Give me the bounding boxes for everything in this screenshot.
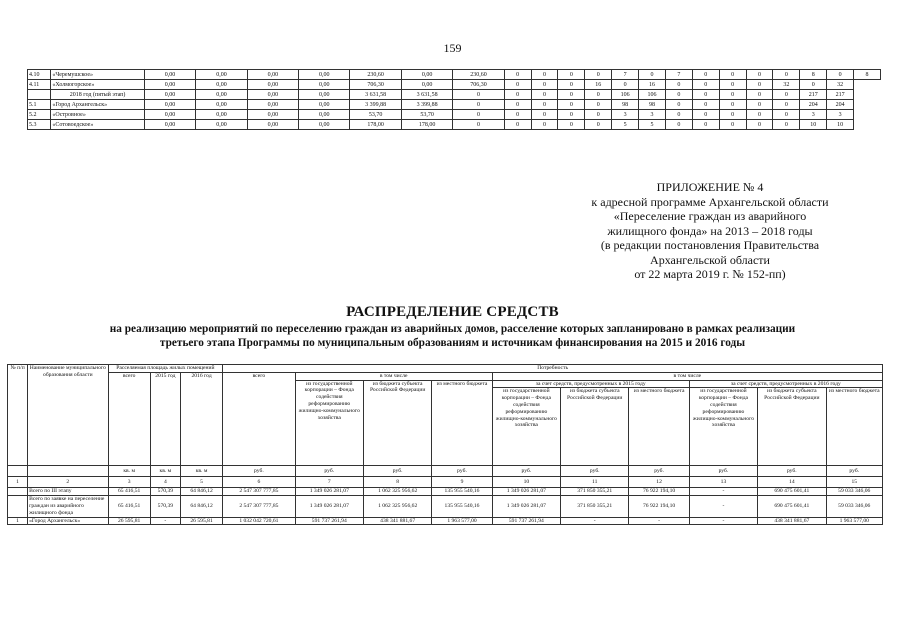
- table-cell: 690 475 601,41: [758, 496, 826, 517]
- table-cell: 0,00: [247, 120, 298, 130]
- table-cell: 0: [453, 90, 504, 100]
- table-cell: 1 349 026 281,07: [295, 488, 363, 496]
- table-cell: 64 846,12: [180, 488, 222, 496]
- table-cell: 16: [639, 80, 666, 90]
- table-cell: 0,00: [144, 80, 195, 90]
- table-cell: 0: [692, 120, 719, 130]
- table-cell: -: [689, 496, 757, 517]
- table-cell: -: [629, 517, 689, 525]
- table-cell: 106: [639, 90, 666, 100]
- unit-cell: руб.: [432, 466, 492, 477]
- column-number: 11: [561, 477, 629, 488]
- table-cell: 2 547 307 777,85: [223, 496, 295, 517]
- table-cell: 0: [585, 120, 612, 130]
- table-cell: 10: [827, 120, 854, 130]
- appendix-line: «Переселение граждан из аварийного: [613, 209, 807, 223]
- table-cell: 0,00: [144, 90, 195, 100]
- unit-cell: руб.: [363, 466, 431, 477]
- table-row: [28, 90, 881, 100]
- table-cell: 7: [665, 70, 692, 80]
- table-cell: 0: [746, 90, 773, 100]
- unit-cell: руб.: [689, 466, 757, 477]
- table-cell: 3: [827, 110, 854, 120]
- table-cell: -: [689, 517, 757, 525]
- table-cell: 53,70: [350, 110, 401, 120]
- table-cell: 0: [719, 100, 746, 110]
- table-cell: 0: [585, 70, 612, 80]
- row-name: Всего по заявке на переселение граждан из аварийного жилищного фонда: [28, 496, 108, 517]
- table-cell: 0: [558, 120, 585, 130]
- header-area-2016: 2016 год: [180, 372, 222, 466]
- table-cell: 0: [531, 120, 558, 130]
- table-cell: 0: [585, 90, 612, 100]
- table-cell: 0: [692, 110, 719, 120]
- unit-cell: руб.: [223, 466, 295, 477]
- table-cell: -: [689, 488, 757, 496]
- table-cell: 0,00: [401, 80, 452, 90]
- table-cell: 135 955 540,16: [432, 496, 492, 517]
- table-cell: 3: [639, 110, 666, 120]
- table-cell: 0: [719, 70, 746, 80]
- page-number: 159: [443, 41, 462, 55]
- table-cell: 0,00: [247, 110, 298, 120]
- table-cell: 3 399,88: [350, 100, 401, 110]
- table-cell: 0,00: [299, 100, 350, 110]
- table-cell: 0: [531, 80, 558, 90]
- column-number: 10: [492, 477, 560, 488]
- row-name: «Островное»: [51, 110, 144, 120]
- table-cell: 0: [719, 110, 746, 120]
- table-cell: 0: [504, 110, 531, 120]
- table-cell: 59 033 346,06: [826, 496, 883, 517]
- table-cell: 26 595,81: [108, 517, 150, 525]
- table-cell: 0: [719, 120, 746, 130]
- row-name: «Черемушское»: [51, 70, 144, 80]
- table-cell: 0,00: [144, 110, 195, 120]
- table-cell: 570,39: [150, 488, 180, 496]
- row-number: 4.10: [28, 70, 51, 80]
- column-number: 5: [180, 477, 222, 488]
- unit-cell: руб.: [295, 466, 363, 477]
- appendix-line: от 22 марта 2019 г. № 152-пп): [634, 267, 786, 281]
- table-cell: 0: [692, 80, 719, 90]
- table-cell: 438 341 881,67: [758, 517, 826, 525]
- table-cell: 0: [800, 80, 827, 90]
- appendix-line: жилищного фонда» на 2013 – 2018 годы: [607, 223, 813, 238]
- table-row: [28, 80, 881, 90]
- continuation-table: [27, 69, 881, 130]
- table-cell: 0: [558, 80, 585, 90]
- table-cell: 0: [773, 110, 800, 120]
- header-local-2016: из местного бюджета: [826, 388, 883, 466]
- table-cell: 0: [746, 100, 773, 110]
- table-cell: 0: [773, 70, 800, 80]
- header-area-2015: 2015 год: [150, 372, 180, 466]
- table-cell: 0: [504, 100, 531, 110]
- row-name: 2018 год (пятый этап): [51, 90, 144, 100]
- table-cell: 178,00: [401, 120, 452, 130]
- subtitle-line: третьего этапа Программы по муниципальным образованиям и источникам финансирования на 2015 и 2016 годы: [159, 337, 746, 349]
- table-cell: 0,00: [196, 90, 247, 100]
- table-cell: 0: [665, 80, 692, 90]
- table-cell: 0,00: [247, 80, 298, 90]
- header-fund-2015: из государственной корпорации – Фонда содействия реформированию жилищно-коммунального хозяйства: [492, 388, 560, 466]
- appendix-line: Архангельской области: [650, 252, 770, 267]
- table-cell: 706,30: [453, 80, 504, 90]
- table-cell: 0,00: [196, 80, 247, 90]
- appendix-line: ПРИЛОЖЕНИЕ № 4: [656, 180, 764, 194]
- table-row: [8, 517, 883, 525]
- table-cell: 0: [558, 70, 585, 80]
- column-number: 3: [108, 477, 150, 488]
- subtitle-line: на реализацию мероприятий по переселению граждан из аварийных домов, расселение которых запланировано в рамках реализации: [109, 323, 796, 335]
- table-cell: 591 737 261,94: [295, 517, 363, 525]
- table-cell: 3: [612, 110, 639, 120]
- table-cell: 371 850 355,21: [561, 488, 629, 496]
- table-cell: 0: [665, 90, 692, 100]
- table-cell: 0: [585, 110, 612, 120]
- table-cell: 65 416,51: [108, 496, 150, 517]
- table-cell: 3: [800, 110, 827, 120]
- table-cell: 0,00: [299, 120, 350, 130]
- table-cell: 32: [773, 80, 800, 90]
- unit-cell: кв. м: [150, 466, 180, 477]
- table-cell: 217: [800, 90, 827, 100]
- table-cell: 32: [827, 80, 854, 90]
- table-cell: 0: [665, 120, 692, 130]
- unit-cell: руб.: [758, 466, 826, 477]
- unit-cell: руб.: [826, 466, 883, 477]
- table-cell: 53,70: [401, 110, 452, 120]
- table-cell: 0: [746, 110, 773, 120]
- table-cell: 0: [612, 80, 639, 90]
- table-cell: 2 547 307 777,85: [223, 488, 295, 496]
- table-cell: -: [561, 517, 629, 525]
- table-cell: 0,00: [196, 70, 247, 80]
- table-cell: 1 349 026 281,07: [492, 488, 560, 496]
- appendix-line: (в редакции постановления Правительства: [600, 238, 820, 252]
- unit-cell: кв. м: [108, 466, 150, 477]
- column-number: 8: [363, 477, 431, 488]
- header-need-total: всего: [223, 372, 295, 466]
- row-number: 5.3: [28, 120, 51, 130]
- row-number: [28, 90, 51, 100]
- table-cell: 0: [531, 70, 558, 80]
- header-need: Потребность: [223, 365, 883, 373]
- table-cell: 0: [692, 90, 719, 100]
- column-number: 14: [758, 477, 826, 488]
- column-number: 9: [432, 477, 492, 488]
- row-number: 4.11: [28, 80, 51, 90]
- row-number: 1: [8, 517, 28, 525]
- table-cell: 0: [558, 100, 585, 110]
- header-local-2015: из местного бюджета: [629, 388, 689, 466]
- table-cell: 438 341 881,67: [363, 517, 431, 525]
- unit-cell: кв. м: [180, 466, 222, 477]
- table-cell: 0: [773, 120, 800, 130]
- table-cell: 204: [800, 100, 827, 110]
- table-cell: 0: [531, 90, 558, 100]
- table-cell: 0,00: [299, 90, 350, 100]
- unit-cell: руб.: [492, 466, 560, 477]
- row-number: [8, 496, 28, 517]
- row-number: 5.2: [28, 110, 51, 120]
- table-cell: 0: [692, 100, 719, 110]
- table-cell: 0: [504, 70, 531, 80]
- column-number: 6: [223, 477, 295, 488]
- table-cell: 0,00: [144, 100, 195, 110]
- table-cell: 0: [665, 110, 692, 120]
- table-cell: 98: [639, 100, 666, 110]
- table-cell: 135 955 540,16: [432, 488, 492, 496]
- table-cell: 0: [719, 90, 746, 100]
- table-cell: 0: [453, 110, 504, 120]
- table-cell: 3 631,58: [401, 90, 452, 100]
- table-cell: 1 963 577,00: [432, 517, 492, 525]
- document-title: РАСПРЕДЕЛЕНИЕ СРЕДСТВ: [346, 304, 559, 320]
- table-row: [28, 70, 881, 80]
- row-name: «Город Архангельск»: [28, 517, 108, 525]
- table-cell: 0: [692, 70, 719, 80]
- table-row: [28, 100, 881, 110]
- table-cell: 26 595,81: [180, 517, 222, 525]
- header-fund: из государственной корпорации – Фонда содействия реформированию жилищно-коммунального хозяйства: [295, 380, 363, 466]
- header-budget-local: из местного бюджета: [432, 380, 492, 466]
- table-cell: 106: [612, 90, 639, 100]
- table-cell: 64 846,12: [180, 496, 222, 517]
- table-cell: 0,00: [196, 110, 247, 120]
- column-number: 4: [150, 477, 180, 488]
- table-cell: 230,60: [350, 70, 401, 80]
- table-row: [28, 120, 881, 130]
- unit-cell: [8, 466, 28, 477]
- table-cell: 0: [504, 90, 531, 100]
- table-cell: -: [150, 517, 180, 525]
- table-cell: 0,00: [299, 80, 350, 90]
- table-cell: 5: [639, 120, 666, 130]
- header-src-2016: за счет средств, предусмотренных в 2016 году: [689, 380, 882, 388]
- table-cell: 0,00: [144, 120, 195, 130]
- table-cell: 65 416,51: [108, 488, 150, 496]
- table-cell: 0: [504, 80, 531, 90]
- table-cell: 0,00: [401, 70, 452, 80]
- table-cell: 5: [612, 120, 639, 130]
- header-name: Наименование муниципального образования области: [28, 365, 108, 466]
- table-cell: 178,00: [350, 120, 401, 130]
- document-subtitle: [20, 322, 885, 350]
- table-cell: 0: [827, 70, 854, 80]
- row-name: «Город Архангельск»: [51, 100, 144, 110]
- table-cell: 0: [585, 100, 612, 110]
- table-cell: 0: [746, 80, 773, 90]
- table-cell: 371 850 355,21: [561, 496, 629, 517]
- table-cell: 0,00: [247, 70, 298, 80]
- table-cell: 0: [558, 110, 585, 120]
- table-cell: 0: [558, 90, 585, 100]
- table-cell: 0,00: [299, 70, 350, 80]
- table-cell: 98: [612, 100, 639, 110]
- table-cell: 8: [800, 70, 827, 80]
- table-cell: 0,00: [247, 100, 298, 110]
- table-cell: 10: [800, 120, 827, 130]
- appendix-line: к адресной программе Архангельской области: [591, 194, 829, 209]
- table-cell: 0: [531, 100, 558, 110]
- table-cell: 591 737 261,94: [492, 517, 560, 525]
- table-row: [28, 110, 881, 120]
- table-cell: 0: [746, 70, 773, 80]
- table-cell: 1 349 026 281,07: [492, 496, 560, 517]
- appendix-header: [560, 180, 860, 282]
- table-cell: 230,60: [453, 70, 504, 80]
- table-cell: 0: [453, 100, 504, 110]
- table-cell: 0: [773, 100, 800, 110]
- row-number: 5.1: [28, 100, 51, 110]
- column-number: 2: [28, 477, 108, 488]
- column-number: 7: [295, 477, 363, 488]
- header-area-total: всего: [108, 372, 150, 466]
- table-cell: 7: [612, 70, 639, 80]
- table-cell: 0: [639, 70, 666, 80]
- row-name: «Холмогорское»: [51, 80, 144, 90]
- table-row: [8, 496, 883, 517]
- header-src-2015: за счет средств, предусмотренных в 2015 году: [492, 380, 689, 388]
- header-area: Расселяемая площадь жилых помещений: [108, 365, 223, 373]
- header-num: № п/п: [8, 365, 28, 466]
- table-cell: 0,00: [196, 100, 247, 110]
- table-cell: 1 062 325 956,62: [363, 488, 431, 496]
- header-budget-region: из бюджета субъекта Российской Федерации: [363, 380, 431, 466]
- header-region-2016: из бюджета субъекта Российской Федерации: [758, 388, 826, 466]
- header-region-2015: из бюджета субъекта Российской Федерации: [561, 388, 629, 466]
- column-number: 1: [8, 477, 28, 488]
- table-cell: 706,30: [350, 80, 401, 90]
- table-cell: 0,00: [247, 90, 298, 100]
- unit-cell: руб.: [629, 466, 689, 477]
- header-incl-2: в том числе: [492, 372, 882, 380]
- unit-cell: [28, 466, 108, 477]
- table-cell: 204: [827, 100, 854, 110]
- table-cell: 59 033 346,06: [826, 488, 883, 496]
- table-cell: 0: [746, 120, 773, 130]
- table-cell: 0: [453, 120, 504, 130]
- table-cell: 76 922 194,10: [629, 488, 689, 496]
- column-number: 15: [826, 477, 883, 488]
- table-cell: 0,00: [299, 110, 350, 120]
- table-cell: 1 032 042 720,61: [223, 517, 295, 525]
- table-cell: 0: [719, 80, 746, 90]
- table-cell: 1 963 577,00: [826, 517, 883, 525]
- table-cell: 0: [773, 90, 800, 100]
- table-cell: 3 631,58: [350, 90, 401, 100]
- table-cell: 570,39: [150, 496, 180, 517]
- column-number: 12: [629, 477, 689, 488]
- table-cell: 3 399,88: [401, 100, 452, 110]
- row-number: [8, 488, 28, 496]
- header-fund-2016: из государственной корпорации – Фонда содействия реформированию жилищно-коммунального хозяйства: [689, 388, 757, 466]
- table-cell: 0: [504, 120, 531, 130]
- table-cell: 16: [585, 80, 612, 90]
- table-cell: 0,00: [144, 70, 195, 80]
- table-cell: 1 062 325 956,62: [363, 496, 431, 517]
- table-cell: 8: [854, 70, 881, 80]
- table-cell: 1 349 026 281,07: [295, 496, 363, 517]
- unit-cell: руб.: [561, 466, 629, 477]
- table-cell: 76 922 194,10: [629, 496, 689, 517]
- column-number: 13: [689, 477, 757, 488]
- table-cell: 690 475 601,41: [758, 488, 826, 496]
- table-cell: 217: [827, 90, 854, 100]
- row-name: Всего по III этапу: [28, 488, 108, 496]
- header-incl: в том числе: [295, 372, 492, 380]
- table-cell: 0: [531, 110, 558, 120]
- table-row: [8, 488, 883, 496]
- distribution-table: [7, 364, 883, 525]
- table-cell: 0: [665, 100, 692, 110]
- row-name: «Сотовоедское»: [51, 120, 144, 130]
- table-cell: 0,00: [196, 120, 247, 130]
